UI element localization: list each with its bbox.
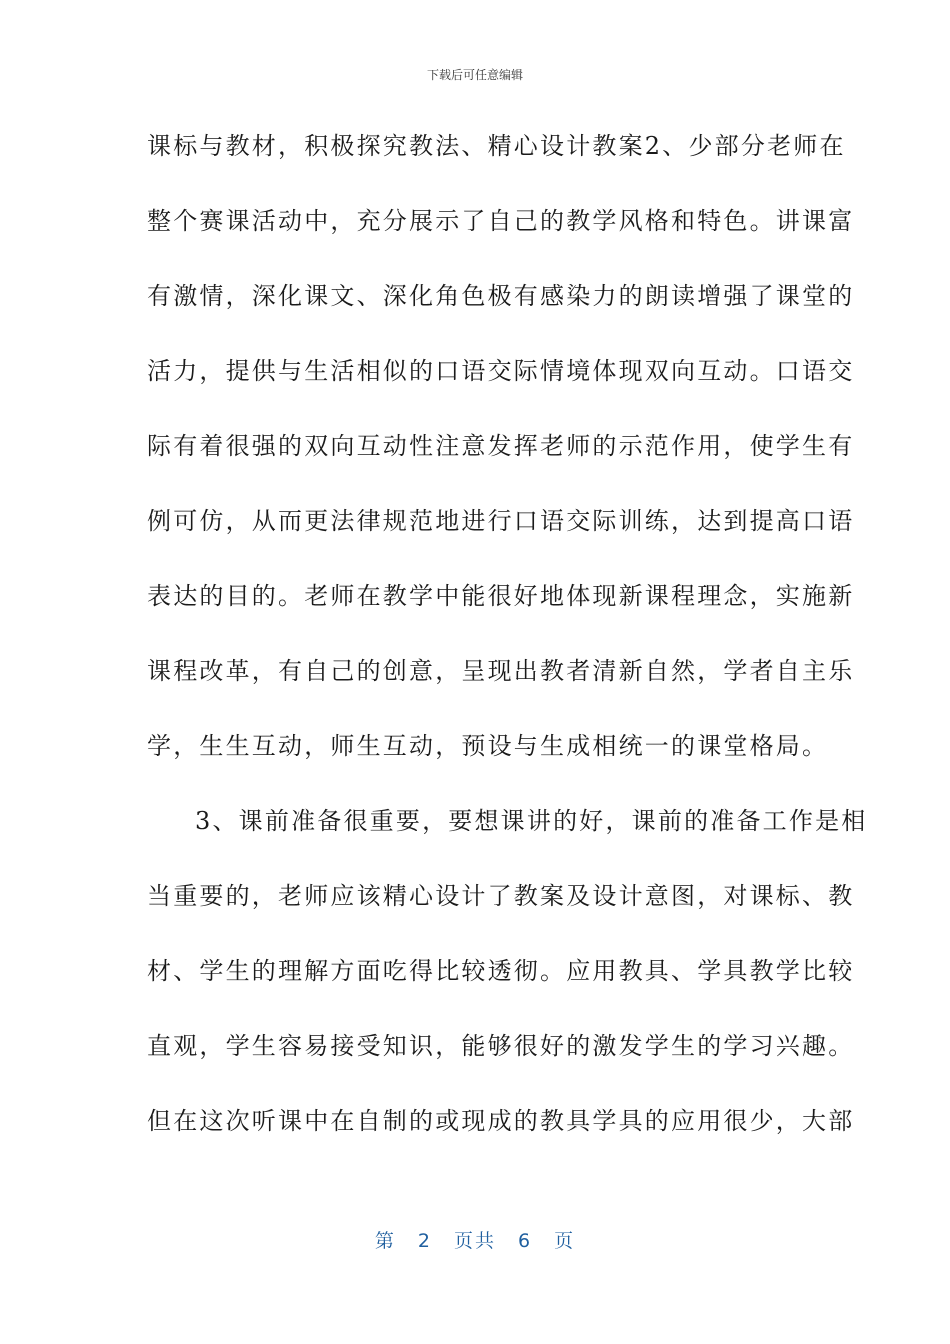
text-line-8: 课程改革，有自己的创意，呈现出教者清新自然，学者自主乐	[147, 657, 855, 685]
text-line-6: 例可仿，从而更法律规范地进行口语交际训练，达到提高口语	[147, 507, 855, 535]
text-line-5: 际有着很强的双向互动性注意发挥老师的示范作用，使学生有	[147, 432, 855, 460]
text-line-12: 材、学生的理解方面吃得比较透彻。应用教具、学具教学比较	[147, 957, 855, 985]
text-line-10: 3、课前准备很重要，要想课讲的好，课前的准备工作是相	[195, 807, 868, 835]
text-line-4: 活力，提供与生活相似的口语交际情境体现双向互动。口语交	[147, 357, 855, 385]
text-line-9: 学，生生互动，师生互动，预设与生成相统一的课堂格局。	[147, 732, 829, 760]
text-line-2: 整个赛课活动中，充分展示了自己的教学风格和特色。讲课富	[147, 207, 855, 235]
header-note: 下载后可任意编辑	[426, 68, 523, 82]
text-line-11: 当重要的，老师应该精心设计了教案及设计意图，对课标、教	[147, 882, 855, 910]
page-number-footer: 第 2 页共 6 页	[374, 1230, 576, 1252]
text-line-3: 有激情，深化课文、深化角色极有感染力的朗读增强了课堂的	[147, 282, 855, 310]
text-line-13: 直观，学生容易接受知识，能够很好的激发学生的学习兴趣。	[147, 1032, 855, 1060]
text-line-1: 课标与教材，积极探究教法、精心设计教案2、少部分老师在	[147, 132, 846, 160]
document-body	[147, 118, 868, 1168]
text-line-14: 但在这次听课中在自制的或现成的教具学具的应用很少，大部	[147, 1107, 855, 1135]
text-line-7: 表达的目的。老师在教学中能很好地体现新课程理念，实施新	[147, 582, 855, 610]
